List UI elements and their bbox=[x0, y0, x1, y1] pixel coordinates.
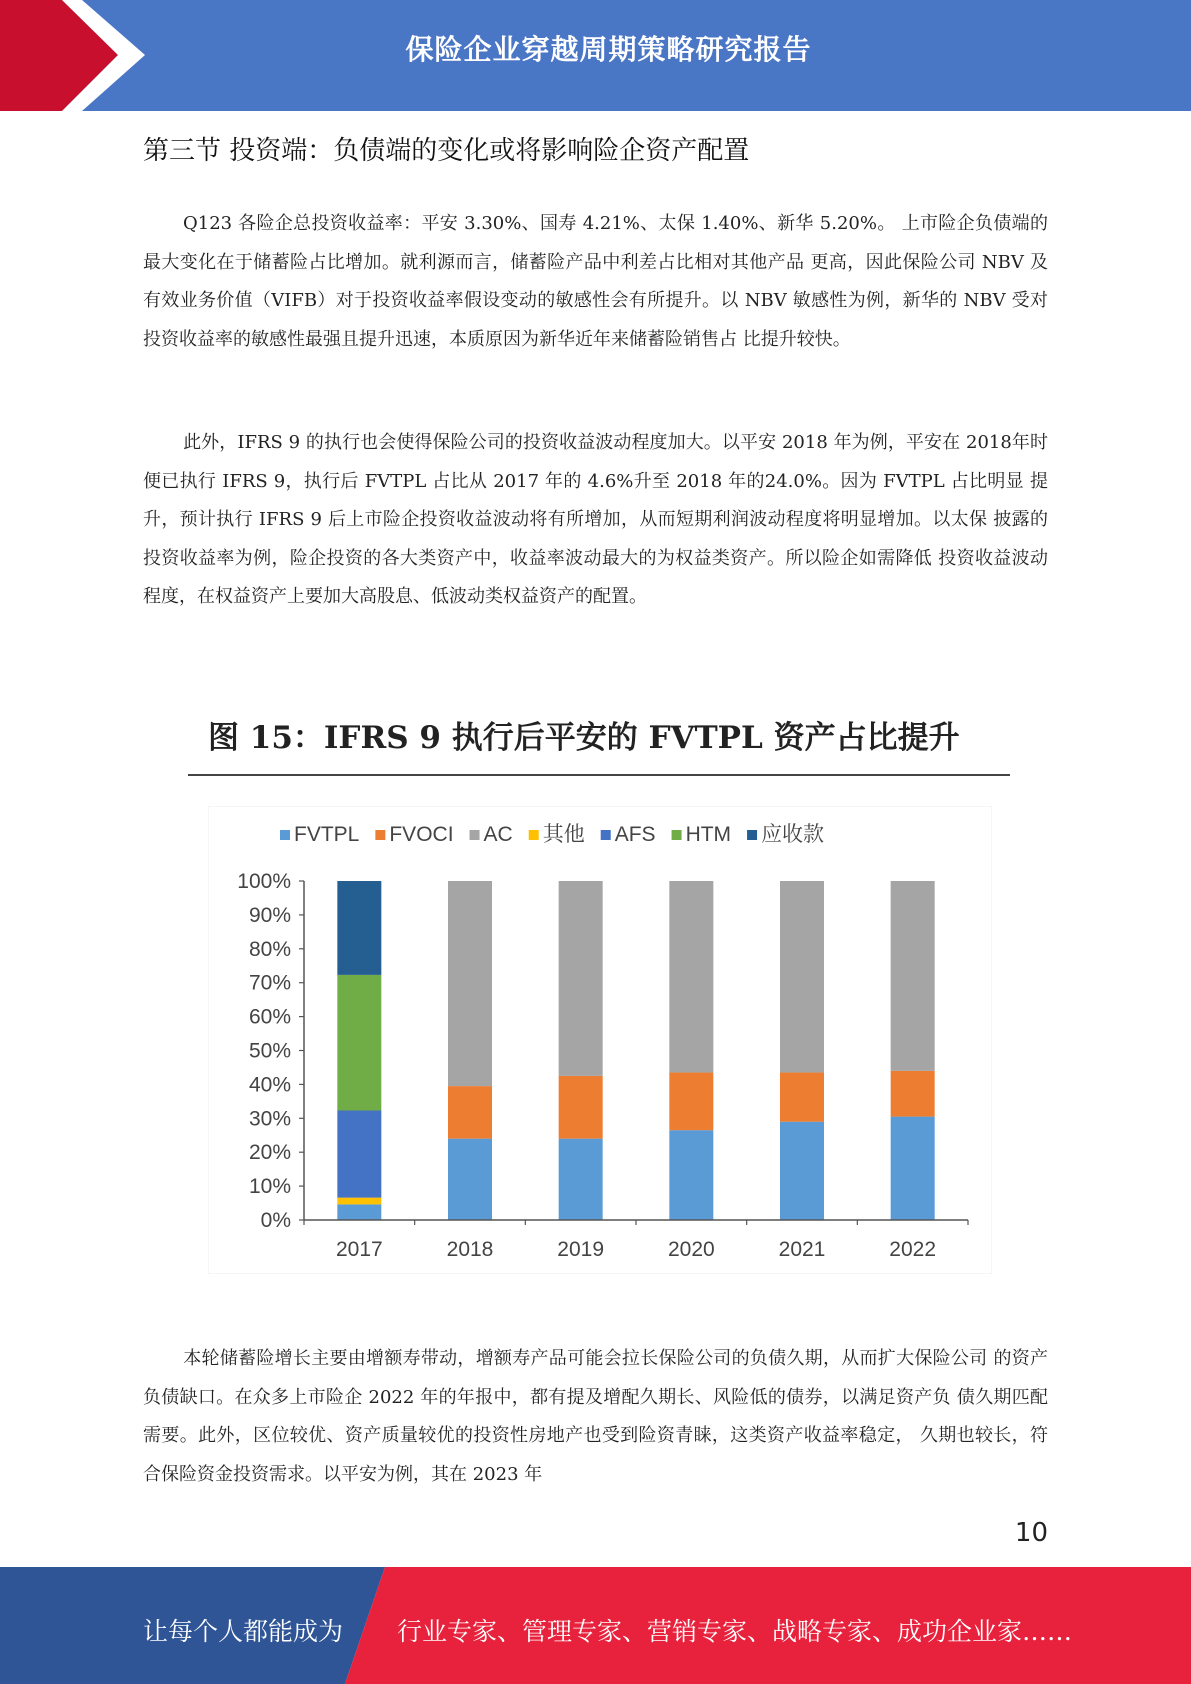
bar-2021-FVTPL bbox=[780, 1122, 824, 1220]
legend-label-FVTPL: FVTPL bbox=[294, 823, 360, 846]
bar-2017-HTM bbox=[337, 975, 381, 1111]
figure-title: 图 15：IFRS 9 执行后平安的 FVTPL 资产占比提升 bbox=[208, 720, 960, 756]
legend-swatch-应收款 bbox=[747, 830, 757, 840]
figure-title-rule bbox=[188, 774, 1010, 776]
paragraph-3-text: 本轮储蓄险增长主要由增额寿带动，增额寿产品可能会拉长保险公司的负债久期，从而扩大保险公司 的资产负债缺口。在众多上市险企 2022 年的年报中，都有提及增配久期长、风险低的债券，以满足资产负 债久期匹配需要。此外，区位较优、资产质量较优的投资性房地产也受到险资青睐，这类资产收益率稳定， 久期也较长，符合保险资金投资需求。以平安为例，其在 2023 年 bbox=[143, 1348, 1048, 1485]
x-tick-label-2018: 2018 bbox=[446, 1238, 494, 1261]
legend-label-FVOCI: FVOCI bbox=[389, 823, 454, 846]
y-tick-label: 100% bbox=[237, 870, 291, 893]
bar-2022-AC bbox=[891, 881, 935, 1071]
footer-slogan-left: 让每个人都能成为 bbox=[143, 1617, 344, 1646]
bar-2021-AC bbox=[780, 881, 824, 1073]
x-tick-label-2020: 2020 bbox=[667, 1238, 715, 1261]
section-title: 第三节 投资端：负债端的变化或将影响险企资产配置 bbox=[143, 136, 750, 166]
x-tick-label-2021: 2021 bbox=[778, 1238, 826, 1261]
header-bar bbox=[0, 0, 1191, 111]
legend-swatch-FVOCI bbox=[375, 830, 385, 840]
footer-slogan-right: 行业专家、管理专家、营销专家、战略专家、成功企业家…… bbox=[397, 1617, 1073, 1646]
legend-label-其他: 其他 bbox=[542, 823, 585, 846]
y-tick-label: 40% bbox=[248, 1073, 291, 1097]
bar-2020-AC bbox=[669, 881, 713, 1073]
bar-2020-FVTPL bbox=[669, 1130, 713, 1220]
legend-label-HTM: HTM bbox=[685, 823, 732, 846]
legend-label-应收款: 应收款 bbox=[761, 823, 825, 846]
bar-2018-AC bbox=[448, 881, 492, 1086]
bar-2019-FVTPL bbox=[559, 1139, 603, 1220]
stacked-bar-chart bbox=[208, 806, 992, 1274]
paragraph-2-text: 此外，IFRS 9 的执行也会使得保险公司的投资收益波动程度加大。以平安 2018 年为例，平安在 2018年时便已执行 IFRS 9，执行后 FVTPL 占比从 2017 年的 4.6%升至 2018 年的24.0%。因为 FVTPL 占比明显 提升，预计执行 IFRS 9 后上市险企投资收益波动将有所增加，从而短期利润波动程度将明显增加。以太保 披露的投资收益率为例，险企投资的各大类资产中，收益率波动最大的为权益类资产。所以险企如需降低 投资收益波动程度，在权益资产上要加大高股息、低波动类权益资产的配置。 bbox=[143, 432, 1048, 607]
legend-label-AC: AC bbox=[483, 823, 513, 846]
report-title: 保险企业穿越周期策略研究报告 bbox=[405, 33, 812, 66]
y-tick-label: 70% bbox=[248, 971, 291, 995]
bar-2021-FVOCI bbox=[780, 1073, 824, 1122]
y-tick-label: 90% bbox=[248, 903, 291, 927]
y-tick-label: 50% bbox=[248, 1039, 291, 1063]
bar-2020-FVOCI bbox=[669, 1073, 713, 1131]
x-tick-label-2019: 2019 bbox=[557, 1238, 605, 1261]
y-tick-label: 60% bbox=[248, 1005, 291, 1029]
x-tick-label-2022: 2022 bbox=[889, 1238, 937, 1261]
paragraph-1 bbox=[143, 205, 1048, 359]
y-tick-label: 0% bbox=[260, 1209, 291, 1232]
x-tick-label-2017: 2017 bbox=[335, 1238, 383, 1261]
legend-label-AFS: AFS bbox=[614, 823, 656, 846]
y-tick-label: 10% bbox=[248, 1175, 291, 1199]
bar-2017-其他 bbox=[337, 1198, 381, 1205]
bar-2019-FVOCI bbox=[559, 1076, 603, 1139]
bar-2017-应收款 bbox=[337, 881, 381, 975]
y-tick-label: 20% bbox=[248, 1141, 291, 1165]
bar-2018-FVTPL bbox=[448, 1139, 492, 1220]
page-number: 10 bbox=[1014, 1518, 1048, 1548]
bar-2022-FVTPL bbox=[891, 1117, 935, 1220]
legend-swatch-FVTPL bbox=[280, 830, 290, 840]
legend-swatch-AC bbox=[470, 830, 480, 840]
paragraph-1-text: Q123 各险企总投资收益率：平安 3.30%、国寿 4.21%、太保 1.40%、新华 5.20%。 上市险企负债端的最大变化在于储蓄险占比增加。就利源而言，储蓄险产品中利差占比相对其他产品 更高，因此保险公司 NBV 及有效业务价值（VIFB）对于投资收益率假设变动的敏感性会有所提升。以 NBV 敏感性为例，新华的 NBV 受对投资收益率的敏感性最强且提升迅速，本质原因为新华近年来储蓄险销售占 比提升较快。 bbox=[143, 213, 1048, 350]
bar-2017-FVTPL bbox=[337, 1204, 381, 1220]
paragraph-2 bbox=[143, 424, 1048, 617]
legend-swatch-AFS bbox=[601, 830, 611, 840]
bar-2022-FVOCI bbox=[891, 1071, 935, 1117]
y-tick-label: 30% bbox=[248, 1107, 291, 1131]
bar-2017-AFS bbox=[337, 1111, 381, 1198]
bar-2019-AC bbox=[559, 881, 603, 1076]
legend-swatch-HTM bbox=[672, 830, 682, 840]
paragraph-3 bbox=[143, 1340, 1048, 1494]
y-tick-label: 80% bbox=[248, 937, 291, 961]
legend-swatch-其他 bbox=[529, 830, 539, 840]
bar-2018-FVOCI bbox=[448, 1086, 492, 1139]
